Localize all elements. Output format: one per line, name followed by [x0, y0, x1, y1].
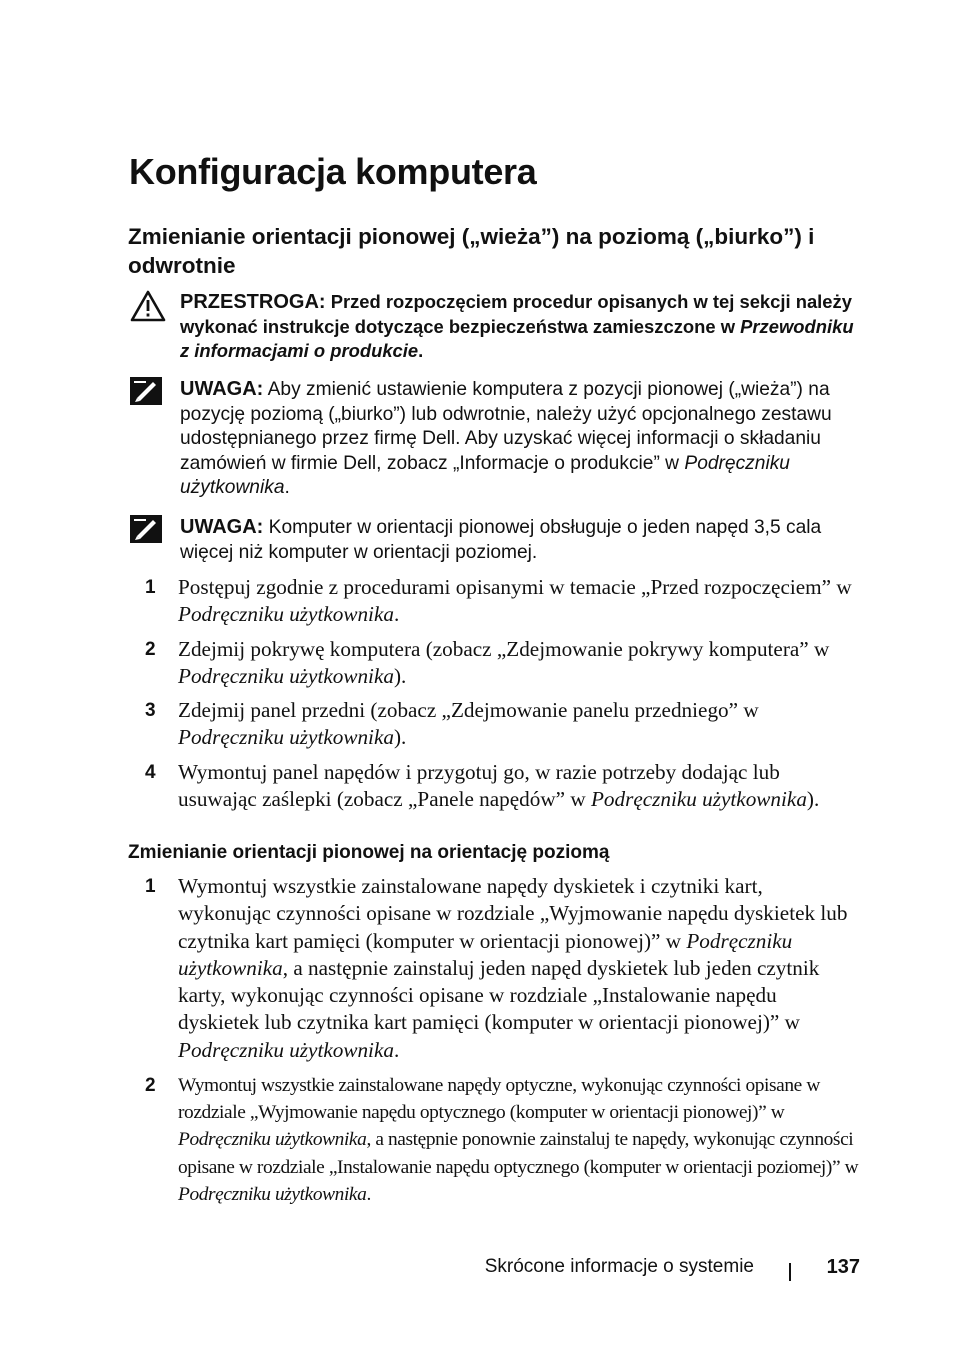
warning-triangle-icon [130, 290, 166, 330]
step-item [128, 873, 858, 1064]
note-notice [130, 377, 860, 507]
note-notice [130, 515, 860, 569]
caution-notice [130, 290, 860, 370]
caution-end: . [418, 340, 424, 361]
note-body: Aby zmienić ustawienie komputera z pozycji pionowej („wieża”) na pozycję poziomą („biurko”) lub odwrotnie, należy użyć opcjonalnego zestawu udostępnianego przez firmę Dell. Aby uzyskać więcej informacji o składaniu zamówień w firmie Dell, zobacz „Informacje o produkcie” w [180, 379, 832, 474]
note-label: UWAGA: [180, 378, 264, 400]
section-heading: Zmienianie orientacji pionowej („wieża”) na poziomą („biurko”) i odwrotnie [128, 224, 815, 278]
step-text: Postępuj zgodnie z procedurami opisanymi w temacie „Przed rozpoczęciem” w Podręczniku użytkownika. [178, 575, 852, 627]
step-item [128, 574, 858, 629]
step-item [128, 759, 858, 814]
steps-list [128, 873, 858, 1216]
note-pencil-icon [130, 377, 162, 413]
page-footer [0, 1256, 954, 1286]
step-number: 2 [145, 638, 156, 660]
caution-reference: Przewodniku z informacjami o produkcie [180, 315, 854, 361]
caution-body: Przed rozpoczęciem procedur opisanych w tej sekcji należy wykonać instrukcje dotyczące bezpieczeństwa zamieszczone w [180, 291, 852, 337]
step-number: 1 [145, 577, 156, 598]
steps-list [128, 574, 858, 820]
step-reference: Podręczniku użytkownika [178, 1129, 367, 1151]
step-reference: Podręczniku użytkownika [178, 602, 394, 627]
step-reference: Podręczniku użytkownika [178, 1183, 367, 1205]
step-reference: Podręczniku użytkownika [178, 725, 394, 750]
caution-label: PRZESTROGA: [180, 291, 326, 313]
step-item [128, 636, 858, 691]
step-text: Wymontuj wszystkie zainstalowane napędy dyskietek i czytniki kart, wykonując czynności opisane w rozdziale „Wyjmowanie napędu dyskietek lub czytnika kart pamięci (komputer w orientacji pionowej)” w Podręczniku użytkownika, a następnie zainstaluj jeden napęd dyskietek lub jeden czytnik karty, wykonując czynności opisane w rozdziale „Instalowanie napędu dyskietek lub czytnika kart pamięci (komputer w orientacji pionowej)” w Podręczniku użytkownika. [178, 874, 848, 1062]
note-end: . [284, 477, 290, 498]
step-number: 4 [145, 761, 156, 783]
page-title: Konfiguracja komputera [129, 151, 537, 192]
step-number: 1 [145, 876, 156, 897]
footer-divider [789, 1263, 791, 1281]
step-reference: Podręczniku użytkownika [178, 663, 394, 688]
page-number: 137 [826, 1256, 860, 1278]
caution-text [180, 290, 858, 364]
subsection-heading: Zmienianie orientacji pionowej na orientację poziomą [128, 842, 610, 863]
step-text: Zdejmij panel przedni (zobacz „Zdejmowanie panelu przedniego” w Podręczniku użytkownika). [178, 698, 759, 750]
step-item [128, 1072, 858, 1208]
note-pencil-icon [130, 515, 162, 551]
note-text [180, 377, 858, 501]
step-reference: Podręczniku użytkownika [590, 787, 807, 812]
footer-title: Skrócone informacje o systemie [484, 1256, 754, 1277]
step-item [128, 697, 858, 752]
step-reference: Podręczniku użytkownika [178, 928, 793, 980]
step-text: Wymontuj panel napędów i przygotuj go, w razie potrzeby dodając lub usuwając zaślepki (zobacz „Panele napędów” w Podręczniku użytkownika). [178, 759, 820, 812]
step-text: Zdejmij pokrywę komputera (zobacz „Zdejmowanie pokrywy komputera” w Podręczniku użytkownika). [178, 636, 830, 688]
step-reference: Podręczniku użytkownika [178, 1037, 394, 1062]
note-text [180, 515, 858, 565]
note-reference: Podręczniku użytkownika [180, 452, 790, 498]
step-number: 3 [145, 700, 156, 722]
step-text: Wymontuj wszystkie zainstalowane napędy optyczne, wykonując czynności opisane w rozdziale „Wyjmowanie napędu optycznego (komputer w orientacji pionowej)” w Podręczniku użytkownika, a następnie ponownie zainstaluj te napędy, wykonując czynności opisane w rozdziale „Instalowanie napędu optycznego (komputer w orientacji poziomej)” w Podręczniku użytkownika. [178, 1075, 859, 1205]
step-number: 2 [145, 1075, 156, 1097]
note-label: UWAGA: [180, 516, 264, 538]
note-body: Komputer w orientacji pionowej obsługuje o jeden napęd 3,5 cala więcej niż komputer w orientacji poziomej. [180, 517, 822, 563]
